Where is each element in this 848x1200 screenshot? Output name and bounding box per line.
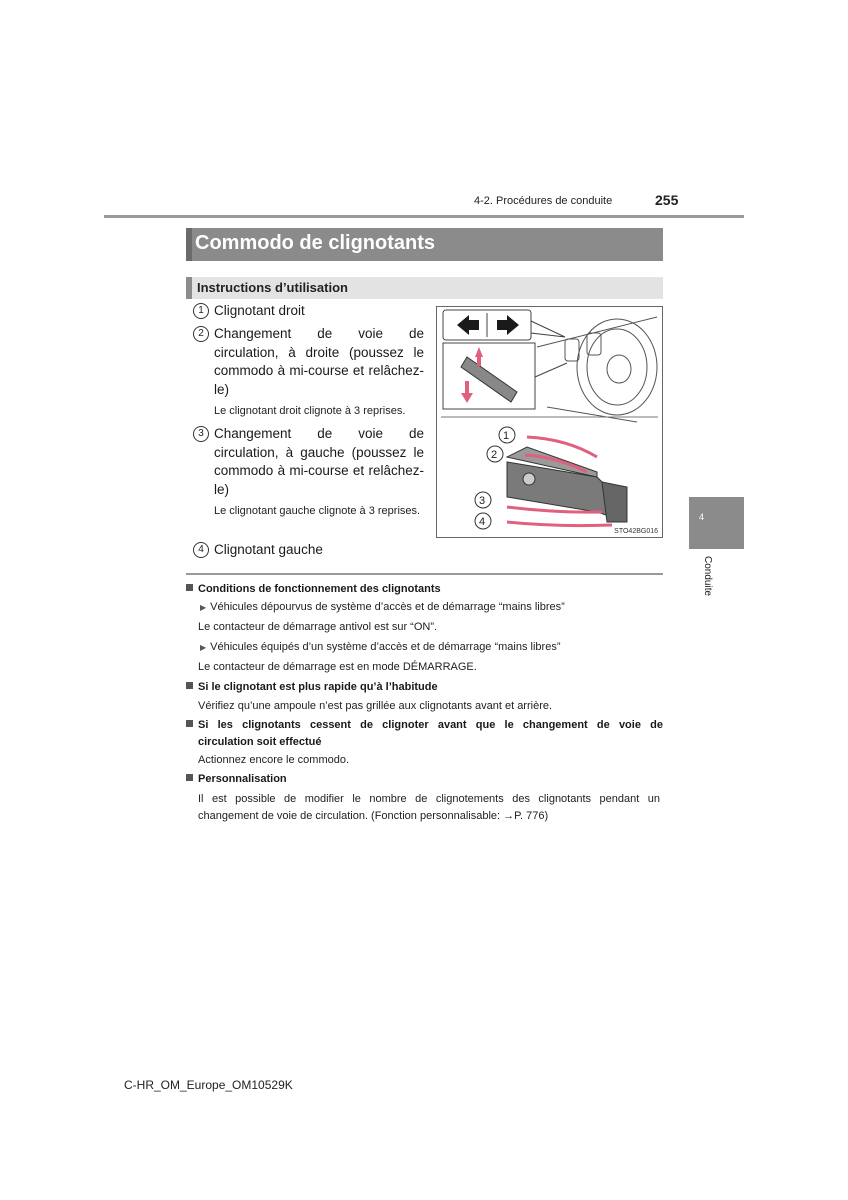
chapter-label: Conduite <box>702 556 713 597</box>
item-note-2: Le clignotant droit clignote à 3 reprises. <box>214 405 406 417</box>
inset-lever-drawing <box>443 343 567 409</box>
chapter-number: 4 <box>699 512 705 522</box>
page-title-bar <box>186 228 663 261</box>
triangle-bullet-icon: ▶ <box>200 603 207 612</box>
item-number-4: 4 <box>193 542 209 558</box>
main-lever-drawing <box>507 437 627 526</box>
square-bullet-icon <box>186 682 193 689</box>
svg-text:4: 4 <box>479 516 486 528</box>
turn-arrows-bubble <box>443 310 565 340</box>
square-bullet-icon <box>186 720 193 727</box>
item-number-1: 1 <box>193 303 209 319</box>
note-line-stop: Actionnez encore le commodo. <box>198 754 350 766</box>
page-number: 255 <box>655 192 679 208</box>
note-heading-stop-line2: circulation soit effectué <box>198 736 322 748</box>
svg-text:3: 3 <box>479 495 486 507</box>
note-heading-faster: Si le clignotant est plus rapide qu’à l’habitude <box>186 681 438 693</box>
item-number-3: 3 <box>193 426 209 442</box>
subheading: Instructions d’utilisation <box>197 280 348 295</box>
triangle-bullet-icon: ▶ <box>200 643 207 652</box>
note-heading-stop: Si les clignotants cessent de clignoter avant que le changement de voie de <box>186 719 663 731</box>
lever-drawing <box>437 307 662 537</box>
note-line-custom-1: Il est possible de modifier le nombre de clignotements des clignotants pendant un <box>198 793 660 805</box>
header-divider <box>104 215 744 218</box>
square-bullet-icon <box>186 584 193 591</box>
item-text-4: Clignotant gauche <box>214 542 323 557</box>
note-line-ignition-mode: Le contacteur de démarrage est en mode DÉMARRAGE. <box>198 661 477 673</box>
svg-text:2: 2 <box>491 449 498 461</box>
item-number-2: 2 <box>193 326 209 342</box>
figure-code: STO42BG016 <box>614 528 658 535</box>
svg-text:1: 1 <box>503 430 510 442</box>
note-line-ignition-on: Le contacteur de démarrage antivol est sur “ON”. <box>198 621 438 633</box>
subheading-bar <box>186 277 663 299</box>
note-sub-smart-entry: ▶ Véhicules équipés d’un système d’accès et de démarrage “mains libres” <box>200 641 561 653</box>
note-line-custom-2: changement de voie de circulation. (Fonction personnalisable: →P. 776) <box>198 810 549 822</box>
note-line-faster: Vérifiez qu’une ampoule n’est pas grillée aux clignotants avant et arrière. <box>198 700 553 712</box>
page-title: Commodo de clignotants <box>195 232 435 254</box>
lever-illustration <box>436 306 663 538</box>
chapter-tab <box>689 497 744 549</box>
section-breadcrumb: 4-2. Procédures de conduite <box>474 195 613 207</box>
item-text-3: Changement de voie de circulation, à gauche (poussez le commodo à mi-course et relâchez-le) <box>214 426 424 497</box>
note-sub-no-smart-entry: ▶ Véhicules dépourvus de système d’accès et de démarrage “mains libres” <box>200 601 565 613</box>
note-heading-custom: Personnalisation <box>186 773 287 785</box>
note-heading-conditions: Conditions de fonctionnement des clignotants <box>186 583 441 595</box>
notes-divider <box>186 573 663 575</box>
square-bullet-icon <box>186 774 193 781</box>
item-note-3: Le clignotant gauche clignote à 3 reprises. <box>214 505 421 517</box>
item-text-2: Changement de voie de circulation, à droite (poussez le commodo à mi-course et relâchez-le) <box>214 326 424 397</box>
document-code: C-HR_OM_Europe_OM10529K <box>124 1078 293 1092</box>
item-text-1: Clignotant droit <box>214 303 305 318</box>
